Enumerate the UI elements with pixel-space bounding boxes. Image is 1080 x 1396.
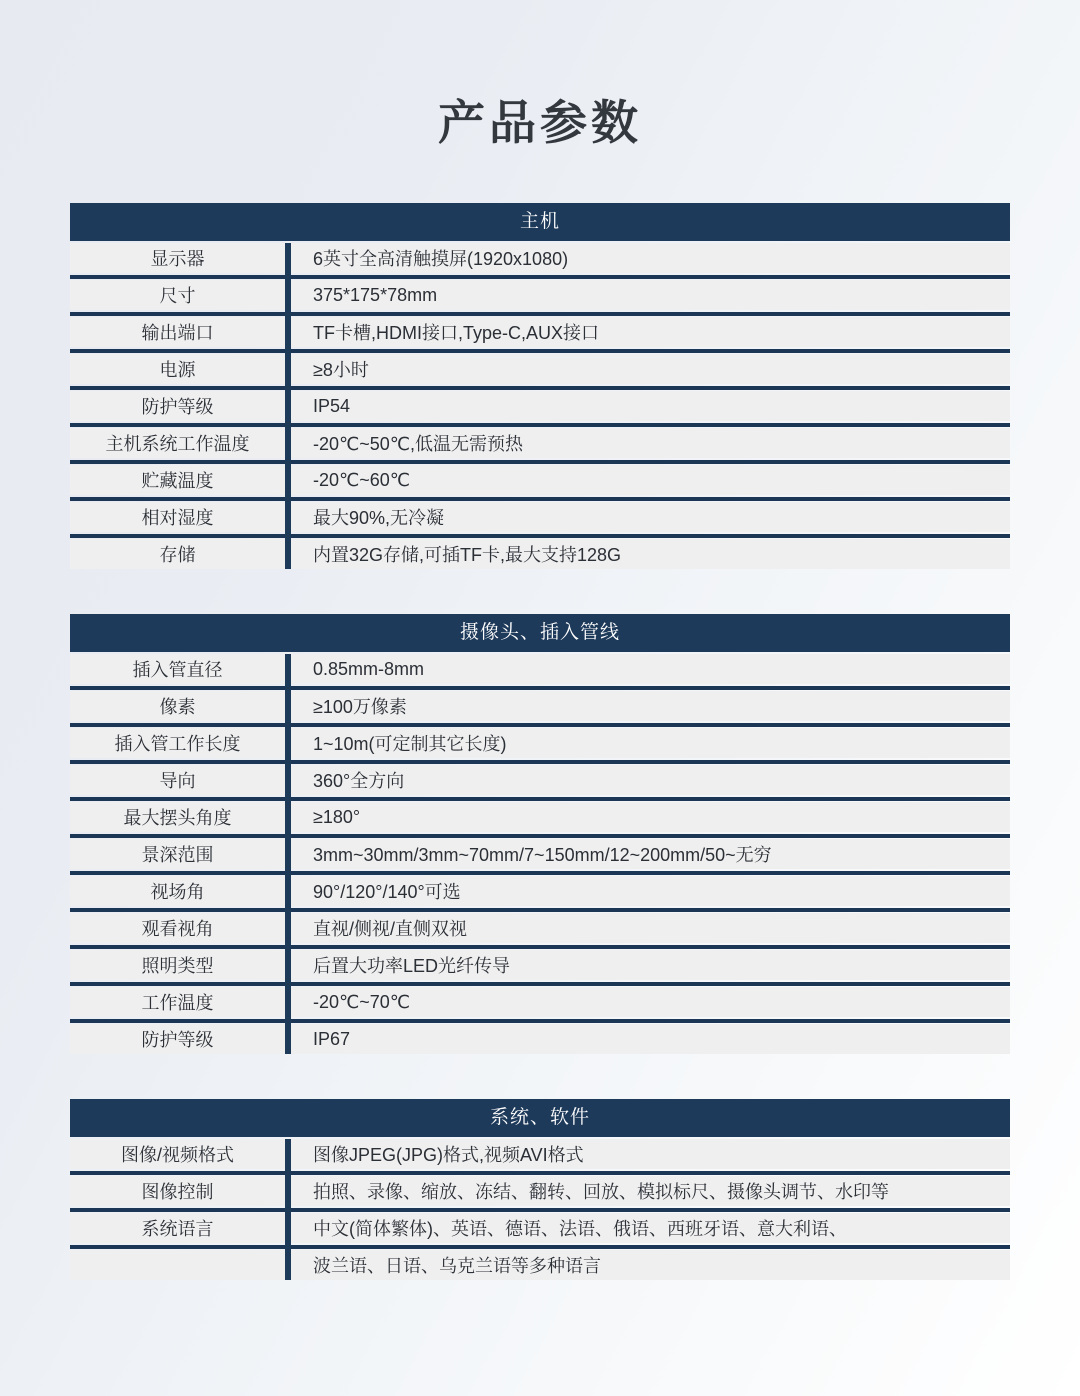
table-row bbox=[70, 317, 1010, 347]
column-divider bbox=[285, 654, 291, 1054]
spec-value: -20℃~60℃ bbox=[313, 469, 410, 490]
spec-label: 尺寸 bbox=[159, 286, 196, 306]
spec-label: 景深范围 bbox=[141, 845, 214, 865]
table-row bbox=[70, 243, 1010, 273]
table-row bbox=[70, 502, 1010, 532]
spec-label: 防护等级 bbox=[141, 1030, 214, 1050]
row-separator bbox=[70, 834, 1010, 838]
table-row bbox=[70, 1024, 1010, 1054]
table-row bbox=[70, 654, 1010, 684]
row-separator bbox=[70, 871, 1010, 875]
spec-value: -20℃~70℃ bbox=[313, 991, 410, 1012]
table-row bbox=[70, 280, 1010, 310]
table-row bbox=[70, 950, 1010, 980]
spec-value: 内置32G存储,可插TF卡,最大支持128G bbox=[313, 545, 622, 565]
row-separator bbox=[70, 908, 1010, 912]
spec-label: 观看视角 bbox=[141, 919, 214, 939]
spec-value: ≥8小时 bbox=[313, 360, 369, 380]
spec-value: 6英寸全高清触摸屏(1920x1080) bbox=[313, 249, 569, 269]
spec-label: 存储 bbox=[159, 545, 196, 565]
column-divider bbox=[285, 243, 291, 569]
spec-value: 1~10m(可定制其它长度) bbox=[313, 734, 507, 754]
spec-value: 最大90%,无冷凝 bbox=[313, 508, 445, 528]
column-divider bbox=[285, 1139, 291, 1280]
row-separator bbox=[70, 460, 1010, 464]
spec-value: 直视/侧视/直侧双视 bbox=[313, 919, 468, 939]
row-separator bbox=[70, 982, 1010, 986]
table-row bbox=[70, 802, 1010, 832]
row-separator bbox=[70, 1208, 1010, 1212]
page-title: 产品参数 bbox=[438, 96, 642, 149]
table-row bbox=[70, 765, 1010, 795]
spec-label: 贮藏温度 bbox=[141, 471, 214, 491]
row-separator bbox=[70, 1171, 1010, 1175]
spec-label: 相对湿度 bbox=[141, 508, 214, 528]
spec-value: 拍照、录像、缩放、冻结、翻转、回放、模拟标尺、摄像头调节、水印等 bbox=[313, 1182, 889, 1202]
table-row bbox=[70, 1213, 1010, 1243]
spec-label: 导向 bbox=[159, 771, 196, 791]
table-body bbox=[70, 1139, 1010, 1280]
spec-value: 波兰语、日语、乌克兰语等多种语言 bbox=[313, 1256, 601, 1276]
spec-value: 3mm~30mm/3mm~70mm/7~150mm/12~200mm/50~无穷 bbox=[313, 845, 772, 865]
table-row bbox=[70, 876, 1010, 906]
spec-value: IP54 bbox=[313, 395, 351, 416]
spec-value: 中文(简体繁体)、英语、德语、法语、俄语、西班牙语、意大利语、 bbox=[313, 1219, 847, 1239]
row-separator bbox=[70, 1019, 1010, 1023]
row-separator bbox=[70, 760, 1010, 764]
spec-label: 图像/视频格式 bbox=[120, 1145, 234, 1165]
spec-label: 插入管直径 bbox=[132, 660, 223, 680]
table-row bbox=[70, 428, 1010, 458]
row-separator bbox=[70, 686, 1010, 690]
table-header: 摄像头、插入管线 bbox=[70, 614, 1010, 652]
table-row bbox=[70, 465, 1010, 495]
table-row bbox=[70, 1250, 1010, 1280]
spec-label: 像素 bbox=[159, 697, 196, 717]
row-separator bbox=[70, 386, 1010, 390]
row-separator bbox=[70, 945, 1010, 949]
row-separator bbox=[70, 275, 1010, 279]
table-row bbox=[70, 728, 1010, 758]
table-row bbox=[70, 691, 1010, 721]
table-header: 系统、软件 bbox=[70, 1099, 1010, 1137]
spec-value: ≥180° bbox=[313, 806, 361, 827]
spec-label: 照明类型 bbox=[141, 956, 214, 976]
row-separator bbox=[70, 497, 1010, 501]
table-row bbox=[70, 839, 1010, 869]
spec-value: 0.85mm-8mm bbox=[313, 658, 425, 679]
spec-value: 375*175*78mm bbox=[313, 284, 438, 305]
row-separator bbox=[70, 723, 1010, 727]
row-separator bbox=[70, 312, 1010, 316]
spec-label: 电源 bbox=[159, 360, 196, 380]
spec-label: 输出端口 bbox=[141, 323, 214, 343]
spec-label: 主机系统工作温度 bbox=[105, 434, 250, 454]
row-separator bbox=[70, 423, 1010, 427]
row-separator bbox=[70, 797, 1010, 801]
table-row bbox=[70, 354, 1010, 384]
table-row bbox=[70, 539, 1010, 569]
spec-table-host bbox=[70, 203, 1010, 569]
row-separator bbox=[70, 1245, 1010, 1249]
spec-label: 图像控制 bbox=[141, 1182, 214, 1202]
table-body bbox=[70, 243, 1010, 569]
spec-label: 视场角 bbox=[150, 882, 205, 902]
spec-label: 工作温度 bbox=[141, 993, 214, 1013]
spec-label: 最大摆头角度 bbox=[123, 808, 232, 828]
spec-table-camera bbox=[70, 614, 1010, 1054]
spec-value: ≥100万像素 bbox=[313, 697, 407, 717]
spec-value: 360°全方向 bbox=[313, 771, 405, 791]
spec-value: 图像JPEG(JPG)格式,视频AVI格式 bbox=[313, 1145, 584, 1165]
table-row bbox=[70, 1139, 1010, 1169]
table-row bbox=[70, 391, 1010, 421]
spec-value: 后置大功率LED光纤传导 bbox=[313, 956, 511, 976]
table-row bbox=[70, 987, 1010, 1017]
spec-value: TF卡槽,HDMI接口,Type-C,AUX接口 bbox=[313, 323, 600, 343]
spec-value: IP67 bbox=[313, 1028, 351, 1049]
table-body bbox=[70, 654, 1010, 1054]
spec-value: 90°/120°/140°可选 bbox=[313, 882, 461, 902]
spec-table-software bbox=[70, 1099, 1010, 1280]
spec-label: 插入管工作长度 bbox=[114, 734, 241, 754]
table-header: 主机 bbox=[70, 203, 1010, 241]
row-separator bbox=[70, 349, 1010, 353]
spec-label: 显示器 bbox=[150, 249, 205, 269]
spec-label: 防护等级 bbox=[141, 397, 214, 417]
spec-value: -20℃~50℃,低温无需预热 bbox=[313, 434, 523, 454]
table-row bbox=[70, 913, 1010, 943]
spec-label: 系统语言 bbox=[141, 1219, 214, 1239]
table-row bbox=[70, 1176, 1010, 1206]
row-separator bbox=[70, 534, 1010, 538]
